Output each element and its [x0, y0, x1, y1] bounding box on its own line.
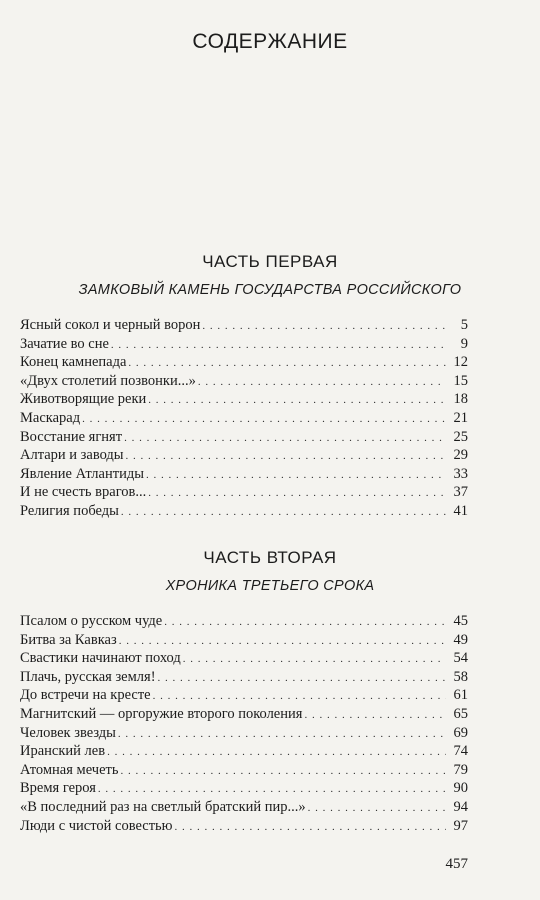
toc-entry-page: 79: [453, 761, 468, 778]
toc-entry-title: Явление Атлантиды: [20, 465, 144, 482]
toc-entry-page: 65: [453, 705, 468, 722]
toc-leader-dots: [120, 762, 446, 781]
toc-leader-dots: [124, 429, 446, 448]
toc-leader-dots: [158, 669, 446, 688]
toc-entry: [20, 761, 468, 780]
toc-leader-dots: [107, 743, 446, 762]
toc-entry-page: 69: [453, 724, 468, 741]
toc-entry-title: Маскарад: [20, 409, 81, 426]
toc-leader-dots: [126, 447, 446, 466]
toc-entry-title: Религия победы: [20, 502, 119, 519]
toc-entry: [20, 483, 468, 502]
part-1-heading: ЧАСТЬ ПЕРВАЯ: [202, 252, 338, 271]
toc-entry: [20, 724, 468, 743]
toc-entry: [20, 631, 468, 650]
toc-entry: [20, 428, 468, 447]
toc-entry-title: Иранский лев: [20, 743, 106, 760]
toc-entry-title: Восстание ягнят: [20, 428, 123, 445]
toc-entry: [20, 446, 468, 465]
toc-leader-dots: [198, 373, 446, 392]
toc-entry: [20, 372, 468, 391]
toc-entry-page: 74: [453, 743, 468, 760]
toc-entry: [20, 686, 468, 705]
toc-leader-dots: [119, 632, 446, 651]
page-title: СОДЕРЖАНИЕ: [192, 30, 348, 53]
toc-leader-dots: [202, 317, 446, 336]
toc-entry: [20, 409, 468, 428]
toc-entry: [20, 705, 468, 724]
toc-entry-page: 9: [460, 335, 468, 352]
toc-entry: [20, 502, 468, 521]
toc-entry-title: Ясный сокол и черный ворон: [20, 317, 201, 333]
toc-entry-page: 54: [453, 650, 468, 667]
toc-entry: [20, 668, 468, 687]
toc-entry-title: Люди с чистой совестью: [20, 817, 173, 834]
toc-entry-title: Магнитский — оргоружие второго поколения: [20, 705, 303, 722]
toc-entry-page: 97: [453, 817, 468, 834]
toc-entry: [20, 649, 468, 668]
toc-leader-dots: [118, 725, 446, 744]
toc-entry-page: 37: [453, 484, 468, 501]
toc-entry-title: Битва за Кавказ: [20, 631, 117, 648]
toc-entry-title: Зачатие во сне: [20, 335, 109, 352]
toc-entry-page: 61: [453, 687, 468, 704]
toc-entry-page: 33: [453, 465, 468, 482]
toc-entry-page: 90: [453, 780, 468, 797]
toc-entry: [20, 390, 468, 409]
toc-entry-page: 15: [453, 372, 468, 389]
toc-entry-page: 21: [453, 409, 468, 426]
toc-entry-title: Конец камнепада: [20, 354, 127, 371]
toc-entry-title: Псалом о русском чуде: [20, 613, 163, 629]
toc-entry-page: 94: [453, 798, 468, 815]
toc-entry: [20, 742, 468, 761]
toc-entry-title: Время героя: [20, 780, 96, 797]
toc-entry: [20, 465, 468, 484]
part-2-heading: ЧАСТЬ ВТОРАЯ: [203, 548, 337, 567]
toc-leader-dots: [128, 354, 446, 373]
toc-entry: [20, 779, 468, 798]
toc-entry-title: Алтари и заводы: [20, 447, 124, 464]
toc-entry-page: 41: [453, 502, 468, 519]
toc-entry-title: Плачь, русская земля!: [20, 668, 156, 685]
toc-entry-page: 25: [453, 428, 468, 445]
toc-entry-title: «В последний раз на светлый братский пир...»: [20, 798, 306, 815]
part-2-subtitle: ХРОНИКА ТРЕТЬЕГО СРОКА: [165, 578, 375, 594]
toc-entry-title: Атомная мечеть: [20, 761, 119, 778]
toc-leader-dots: [183, 650, 446, 669]
toc-leader-dots: [98, 780, 446, 799]
toc-leader-dots: [148, 391, 446, 410]
page-number: 457: [445, 856, 468, 872]
toc-entry-title: Животворящие реки: [20, 391, 147, 408]
toc-entry: [20, 335, 468, 354]
part-2-toc-list: [20, 612, 468, 835]
part-1-subtitle: ЗАМКОВЫЙ КАМЕНЬ ГОСУДАРСТВА РОССИЙСКОГО: [78, 282, 462, 298]
toc-leader-dots: [164, 613, 446, 632]
toc-leader-dots: [146, 466, 446, 485]
toc-entry-title: И не счесть врагов...: [20, 484, 147, 501]
toc-entry-page: 58: [453, 668, 468, 685]
toc-leader-dots: [148, 484, 446, 503]
toc-leader-dots: [153, 687, 446, 706]
toc-entry: [20, 316, 468, 335]
part-1-toc-list: [20, 316, 468, 521]
toc-leader-dots: [308, 799, 446, 818]
toc-leader-dots: [82, 410, 446, 429]
toc-leader-dots: [174, 818, 446, 837]
toc-leader-dots: [304, 706, 446, 725]
toc-entry: [20, 798, 468, 817]
toc-leader-dots: [121, 503, 446, 522]
toc-entry: [20, 353, 468, 372]
toc-entry: [20, 817, 468, 836]
toc-entry-title: Человек звезды: [20, 724, 116, 741]
toc-entry-title: Свастики начинают поход: [20, 650, 181, 667]
toc-entry-page: 5: [460, 317, 468, 333]
toc-entry-page: 29: [453, 447, 468, 464]
toc-entry-title: До встречи на кресте: [20, 687, 151, 704]
toc-leader-dots: [111, 336, 446, 355]
toc-entry-title: «Двух столетий позвонки...»: [20, 372, 196, 389]
toc-entry-page: 49: [453, 631, 468, 648]
toc-entry: [20, 612, 468, 631]
toc-entry-page: 18: [453, 391, 468, 408]
toc-entry-page: 12: [453, 354, 468, 371]
toc-entry-page: 45: [453, 613, 468, 629]
